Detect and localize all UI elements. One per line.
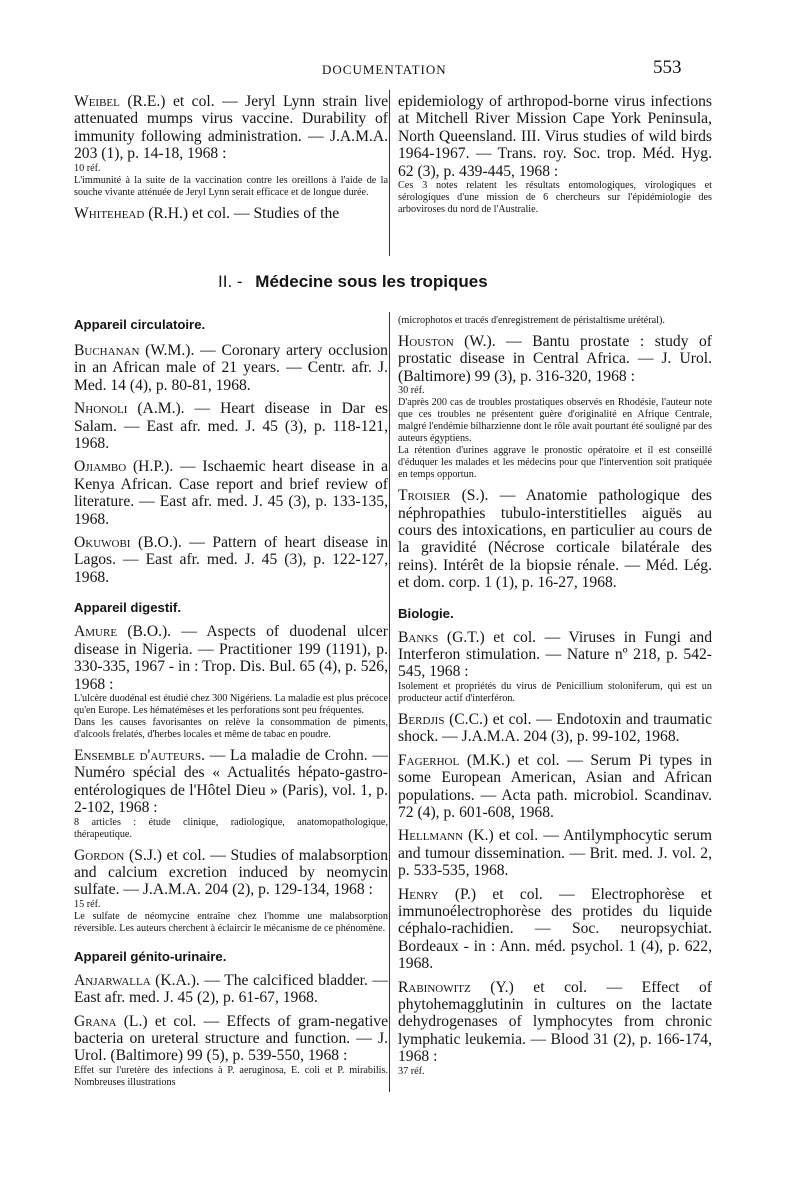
entry-note: La rétention d'urines aggrave le pronostic opératoire et il est conseillé d'éduquer les malades et les médecins pour que l'intervention soit pratiquée en temps opportun. [398, 445, 712, 481]
entry-citation: — Anatomie pathologique des néphropathies tubulo-interstitielles aiguës au cours des intoxications, en particulier au cours de la gravidité (Nécrose corticale bilatérale des reins). Intérêt de la biopsie rénale. — Méd. Lég. et dom. corp. 1 (1), p. 16-27, 1968. [398, 487, 713, 592]
entry-citation: — Heart disease in Dar es Salam. — East afr. med. J. 45 (3), p. 118-121, 1968. [74, 400, 388, 453]
entry-note: 15 réf. [74, 898, 101, 910]
running-head [0, 57, 800, 80]
subsection-heading: Appareil génito-urinaire. [74, 948, 227, 964]
entry-author: Hellmann (K.) [398, 827, 494, 845]
entry-author: Okuwobi (B.O.). [74, 534, 182, 552]
entry-note: 8 articles : étude clinique, radiologique, anatomopathologique, thérapeutique. [74, 816, 388, 840]
entry-citation: — Ischaemic heart disease in a Kenya African. Case report and brief review of literature. — East afr. med. J. 45 (3), p. 133-135, 1968. [74, 458, 388, 528]
entry-citation: et col. — Effects of gram-negative bacteria on ureteral structure and function. — J. Urol. (Baltimore) 99 (5), p. 539-550, 1968 : [74, 1012, 388, 1065]
entry-citation: et col. — Electrophorèse et immunoélectrophorèse des protides du liquide céphalo-rachidien. — Soc. neuropsychiat. Bordeaux - in : Ann. méd. psychol. 1 (4), p. 622, 1968. [398, 885, 712, 973]
entry-citation: et col. — Serum Pi types in some European American, Asian and African populations. — Acta path. microbiol. Scandinav. 72 (4), p. 601-608, 1968. [398, 751, 712, 821]
entry-author: Berdjis (C.C.) [398, 710, 489, 728]
entry-note: L'immunité à la suite de la vaccination contre les oreillons à l'aide de la souche vivante atténuée de Jeryl Lynn serait efficace et de longue durée. [74, 174, 388, 198]
entry-note: 37 réf. [398, 1065, 425, 1077]
entry-citation: et col. — Endotoxin and traumatic shock. — J.A.M.A. 204 (3), p. 99-102, 1968. [398, 710, 712, 746]
subsection-heading: Biologie. [398, 605, 454, 621]
bibliography-entry [74, 458, 388, 528]
entry-citation: — Pattern of heart disease in Lagos. — East afr. med. J. 45 (3), p. 122-127, 1968. [74, 534, 388, 586]
bibliography-entry [74, 1013, 388, 1065]
entry-note: Isolement et propriétés du virus de Penicillium stoloniferum, qui est un producteur actif d'interféron. [398, 680, 712, 704]
entry-citation: — The calcificed bladder. — East afr. med. J. 45 (2), p. 61-67, 1968. [74, 971, 389, 1007]
bibliography-entry [74, 847, 388, 899]
entry-citation: — Bantu prostate : study of prostatic disease in Central Africa. — J. Urol. (Baltimore) 99 (3), p. 316-320, 1968 : [398, 333, 712, 385]
column-divider-top [389, 90, 390, 256]
entry-citation: et col. — Effect of phytohemagglutinin in cultures on the lactate dehydrogenases of lymphocytes from chronic lymphatic leukemia. — Blood 31 (2), p. 166-174, 1968 : [398, 978, 712, 1066]
entry-citation: — Coronary artery occlusion in an African male of 21 years. — Centr. afr. J. Med. 14 (4), p. 80-81, 1968. [74, 342, 388, 394]
entry-author: Grana (L.) [74, 1012, 148, 1030]
bibliography-entry [74, 93, 388, 163]
entry-note: Dans les causes favorisantes on relève la consommation de piments, d'alcools frelatés, d'herbes locales et même de tabac en poudre. [74, 716, 388, 740]
entry-citation: epidemiology of arthropod-borne virus infections at Mitchell River Mission Cape York Peninsula, North Queensland. III. Virus studies of wild birds 1964-1967. — Trans. roy. Soc. trop. Méd. Hyg. 62 (3), p. 439-445, 1968 : [398, 93, 712, 180]
bibliography-entry [398, 979, 712, 1066]
left-column [74, 317, 388, 1089]
entry-citation: — Aspects of duodenal ulcer disease in Nigeria. — Practitioner 199 (1191), p. 330-335, 1967 - in : Trop. Dis. Bul. 65 (4), p. 526, 1968 : [74, 623, 388, 693]
bibliography-entry [74, 747, 388, 817]
bibliography-entry [398, 93, 712, 180]
subsection-heading: Appareil digestif. [74, 600, 181, 616]
entry-citation: — La maladie de Crohn. — Numéro spécial des « Actualités hépato-gastro-entérologiques de l'Hôtel Dieu » (Paris), vol. 1, p. 2-102, 1968 : [74, 746, 389, 817]
entry-note: 10 réf. [74, 162, 101, 174]
entry-author: Ojiambo (H.P.). [74, 458, 174, 476]
running-head-title: DOCUMENTATION [322, 62, 447, 77]
bibliography-entry [398, 333, 712, 385]
section-heading [218, 272, 618, 292]
bibliography-entry [398, 711, 712, 746]
bibliography-entry [74, 623, 388, 693]
bibliography-entry [74, 972, 388, 1007]
top-right-column [398, 93, 712, 216]
subsection-heading: Appareil circulatoire. [74, 317, 206, 332]
bibliography-entry [398, 752, 712, 822]
entry-citation: et col. — Studies of the [188, 204, 340, 222]
bibliography-entry [398, 487, 712, 591]
bibliography-entry [398, 629, 712, 681]
entry-author: Fagerhol (M.K.) [398, 751, 511, 769]
entry-author: Weibel (R.E.) [74, 93, 166, 110]
top-left-column [74, 93, 388, 222]
entry-author: Amure (B.O.). [74, 623, 172, 641]
entry-note: D'après 200 cas de troubles prostatiques observés en Rhodésie, l'auteur note que ces troubles ne présentent guère d'originalité en Afrique Centrale, malgré l'endémie bilharzienne dont le rôle avait pourtant été souligné par des auteurs égyptiens. [398, 397, 712, 445]
entry-author: Gordon (S.J.) [74, 846, 162, 864]
entry-citation: et col. — Jeryl Lynn strain live attenuated mumps virus vaccine. Durability of immunity following administration. — J.A.M.A. 203 (1), p. 14-18, 1968 : [74, 93, 388, 163]
entry-citation: et col. — Studies of malabsorption and calcium excretion induced by neomycin sulfate. — J.A.M.A. 204 (2), p. 129-134, 1968 : [74, 846, 388, 899]
bibliography-entry [74, 205, 388, 222]
entry-author: Ensemble d'auteurs. [74, 746, 205, 764]
entry-citation: et col. — Antilymphocytic serum and tumour dissemination. — Brit. med. J. vol. 2, p. 533-535, 1968. [398, 827, 712, 880]
bibliography-entry [74, 534, 388, 586]
entry-note: 30 réf. [398, 385, 425, 397]
entry-note: Ces 3 notes relatent les résultats entomologiques, virologiques et sérologiques d'une mission de 6 chercheurs sur l'épidémiologie des arboviroses du nord de l'Australie. [398, 180, 712, 216]
entry-citation: et col. — Viruses in Fungi and Interferon stimulation. — Nature nº 218, p. 542-545, 1968 : [398, 628, 712, 681]
bibliography-entry [398, 886, 712, 973]
entry-author: Troisier (S.). [398, 487, 489, 505]
entry-author: Banks (G.T.) [398, 628, 485, 646]
entry-note: L'ulcère duodénal est étudié chez 300 Nigériens. La maladie est plus précoce qu'en Europe. Les hématémèses et les perforations sont peu fréquentes. [74, 692, 388, 716]
entry-note: Effet sur l'uretère des infections à P. aeruginosa, E. coli et P. mirabilis. Nombreuses illustrations [74, 1064, 388, 1088]
page-number: 553 [653, 57, 682, 78]
entry-author: Buchanan (W.M.). [74, 342, 195, 359]
entry-author: Whitehead (R.H.) [74, 204, 189, 222]
entry-note: Le sulfate de néomycine entraîne chez l'homme une malabsorption réversible. Les auteurs cherchent à éclaircir le mécanisme de ce phénomène. [74, 910, 388, 934]
entry-author: Anjarwalla (K.A.). [74, 971, 200, 989]
bibliography-entry [398, 827, 712, 879]
bibliography-entry [74, 342, 388, 394]
bibliography-entry [74, 400, 388, 452]
entry-note: (microphotos et tracés d'enregistrement de péristaltisme urétéral). [398, 315, 665, 326]
entry-author: Houston (W.). [398, 333, 496, 350]
entry-author: Rabinowitz (Y.) [398, 978, 514, 996]
column-divider-main [389, 312, 390, 1092]
entry-author: Nhonoli (A.M.). [74, 400, 185, 418]
section-title: Médecine sous les tropiques [255, 272, 488, 291]
right-column [398, 315, 712, 1078]
entry-author: Henry (P.) [398, 885, 477, 903]
section-number: II. - [218, 272, 243, 291]
